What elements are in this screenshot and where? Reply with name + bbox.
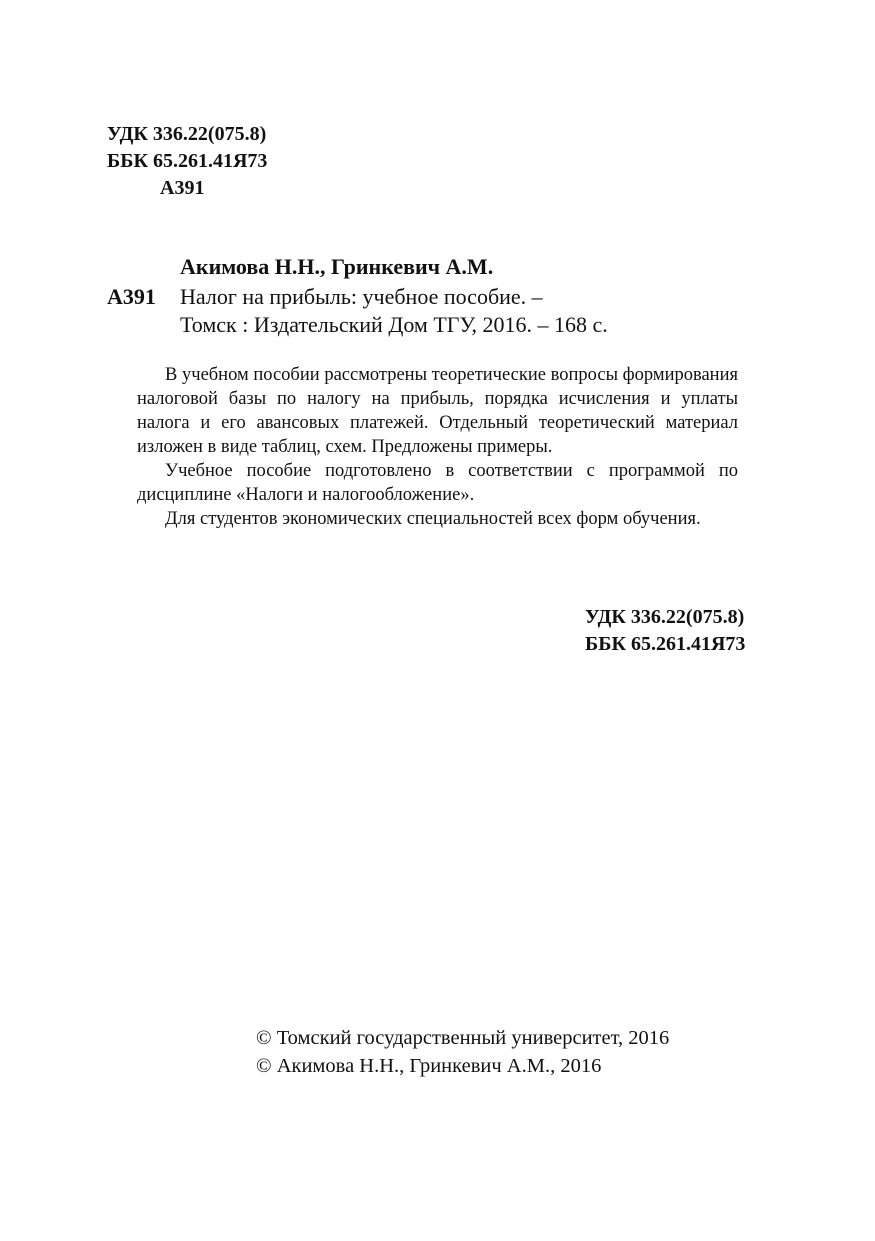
copyright-block: [256, 1024, 669, 1080]
udk-code: УДК 336.22(075.8): [585, 606, 745, 628]
authors-heading: Акимова Н.Н., Гринкевич А.М.: [180, 254, 494, 279]
abstract-paragraph: Учебное пособие подготовлено в соответствии с программой по дисциплине «Налоги и налогообложение».: [137, 461, 738, 505]
author-code: А391: [160, 177, 205, 199]
abstract-paragraph: В учебном пособии рассмотрены теоретические вопросы формирования налоговой базы по налогу на прибыль, порядка исчисления и уплаты налога и его авансовых платежей. Отдельный теоретический материал изложен в виде таблиц, схем. Предложены примеры.: [137, 365, 738, 457]
abstract-paragraph: Для студентов экономических специальностей всех форм обучения.: [165, 509, 701, 529]
copyright-university: © Томский государственный университет, 2016: [256, 1027, 670, 1049]
bibliographic-description: [180, 283, 608, 339]
bbk-code: ББК 65.261.41Я73: [107, 150, 268, 172]
abstract: [137, 363, 738, 531]
bbk-code: ББК 65.261.41Я73: [585, 633, 746, 655]
copyright-authors: © Акимова Н.Н., Гринкевич А.М., 2016: [256, 1055, 602, 1077]
udk-code: УДК 336.22(075.8): [107, 123, 267, 145]
classification-block-bottom: [585, 604, 745, 658]
author-sign-code: А391: [107, 284, 156, 309]
imprint-line: Томск : Издательский Дом ТГУ, 2016. – 168 с.: [180, 312, 608, 337]
book-title-line: Налог на прибыль: учебное пособие. –: [180, 284, 543, 309]
classification-block-top: [107, 121, 267, 202]
